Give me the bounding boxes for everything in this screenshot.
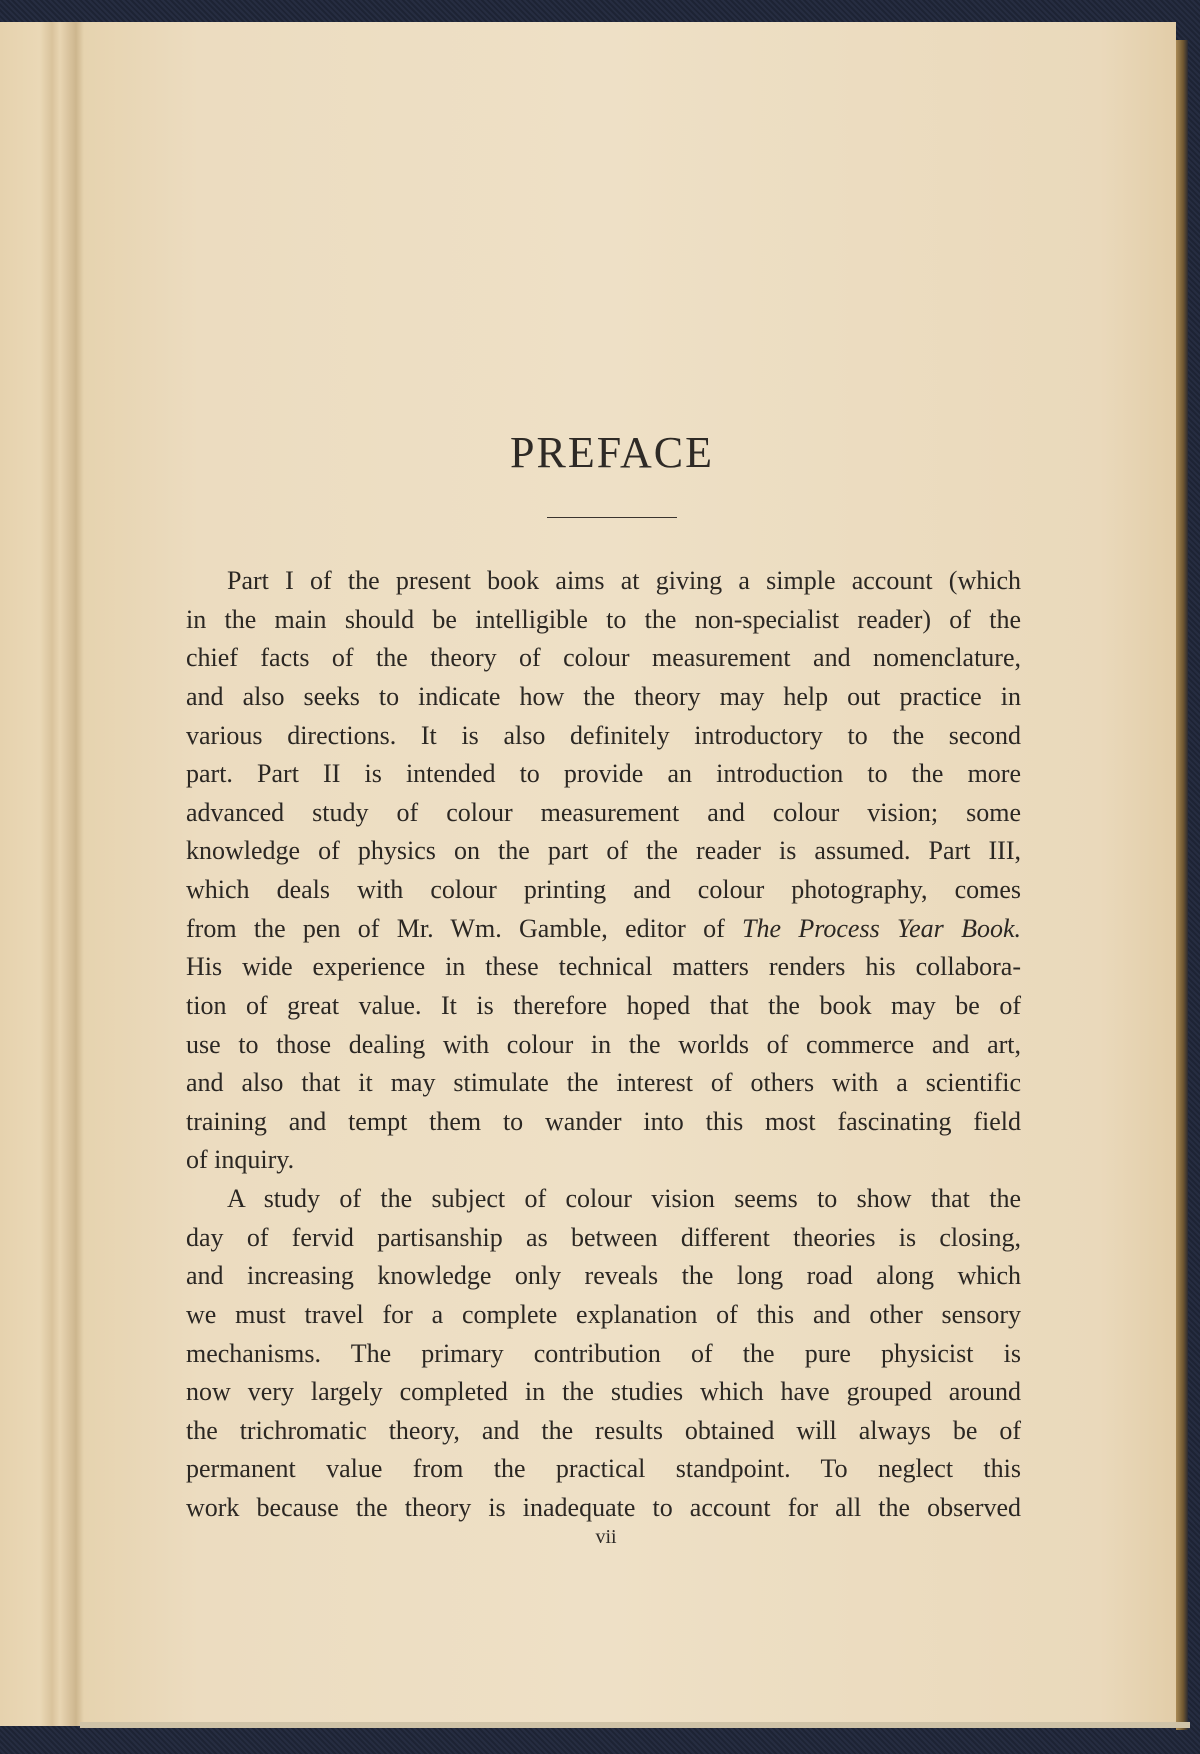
page-edges [1176,40,1188,1730]
heading-rule [547,517,677,518]
text-line-content: various directions. It is also definitely introductory to the second [186,720,1021,750]
page-heading: PREFACE [510,428,714,477]
text-line [186,1373,1021,1412]
text-line [186,832,1021,871]
text-line-content: mechanisms. The primary contribution of the pure physicist is [186,1338,1021,1368]
text-line [186,601,1021,640]
text-line-content: of inquiry. [186,1145,295,1175]
text-line-content: permanent value from the practical standpoint. To neglect this [186,1454,1021,1484]
text-line [186,639,1021,678]
text-line [186,1141,1021,1180]
text-line-content: use to those dealing with colour in the worlds of commerce and art, [186,1029,1021,1059]
text-line [186,1219,1021,1258]
text-line [186,948,1021,987]
text-line-content: and also seeks to indicate how the theory may help out practice in [186,681,1021,711]
text-line-content: we must travel for a complete explanation of this and other sensory [186,1299,1021,1329]
italic-book-title: The Process Year Book. [742,913,1021,943]
text-line-content: A study of the subject of colour vision seems to show that the [227,1184,1021,1213]
text-line [186,987,1021,1026]
text-line [186,794,1021,833]
text-line [186,1257,1021,1296]
text-line [186,910,1021,949]
text-line [186,1026,1021,1065]
text-line-content: day of fervid partisanship as between different theories is closing, [186,1222,1021,1252]
text-line-content: tion of great value. It is therefore hoped that the book may be of [186,990,1021,1020]
text-line [186,1450,1021,1489]
body-text [186,562,1021,1528]
text-line [186,1180,1021,1219]
text-line-content: advanced study of colour measurement and colour vision; some [186,797,1021,827]
text-line-content: work because the theory is inadequate to account for all the observed [186,1493,1021,1522]
text-line [186,1296,1021,1335]
text-line [186,871,1021,910]
text-line-content: His wide experience in these technical matters renders his collabora- [186,952,1021,982]
text-line-content: from the pen of Mr. Wm. Gamble, editor of [186,913,743,943]
text-line [186,755,1021,794]
text-line [186,1489,1021,1528]
text-line-content: part. Part II is intended to provide an introduction to the more [186,759,1021,789]
page-bottom-edge [80,1722,1190,1728]
text-line-content: the trichromatic theory, and the results obtained will always be of [186,1415,1021,1445]
text-line [186,1335,1021,1374]
text-line-content: Part I of the present book aims at giving a simple account (which [227,566,1021,595]
text-line-content: knowledge of physics on the part of the reader is assumed. Part III, [186,836,1021,866]
text-line-content: training and tempt them to wander into this most fascinating field [186,1106,1021,1136]
text-line-content: and increasing knowledge only reveals the long road along which [186,1261,1021,1291]
text-line [186,1103,1021,1142]
text-line [186,717,1021,756]
page-number: vii [595,1526,617,1548]
text-line [186,1412,1021,1451]
text-line-content: and also that it may stimulate the interest of others with a scientific [186,1068,1021,1098]
text-line [186,1064,1021,1103]
text-line-content: which deals with colour printing and colour photography, comes [186,875,1021,904]
text-line [186,562,1021,601]
text-line-content: now very largely completed in the studies which have grouped around [186,1377,1021,1407]
text-line-content: chief facts of the theory of colour measurement and nomenclature, [186,643,1021,673]
text-line [186,678,1021,717]
text-line-content: in the main should be intelligible to the non-specialist reader) of the [186,604,1021,634]
